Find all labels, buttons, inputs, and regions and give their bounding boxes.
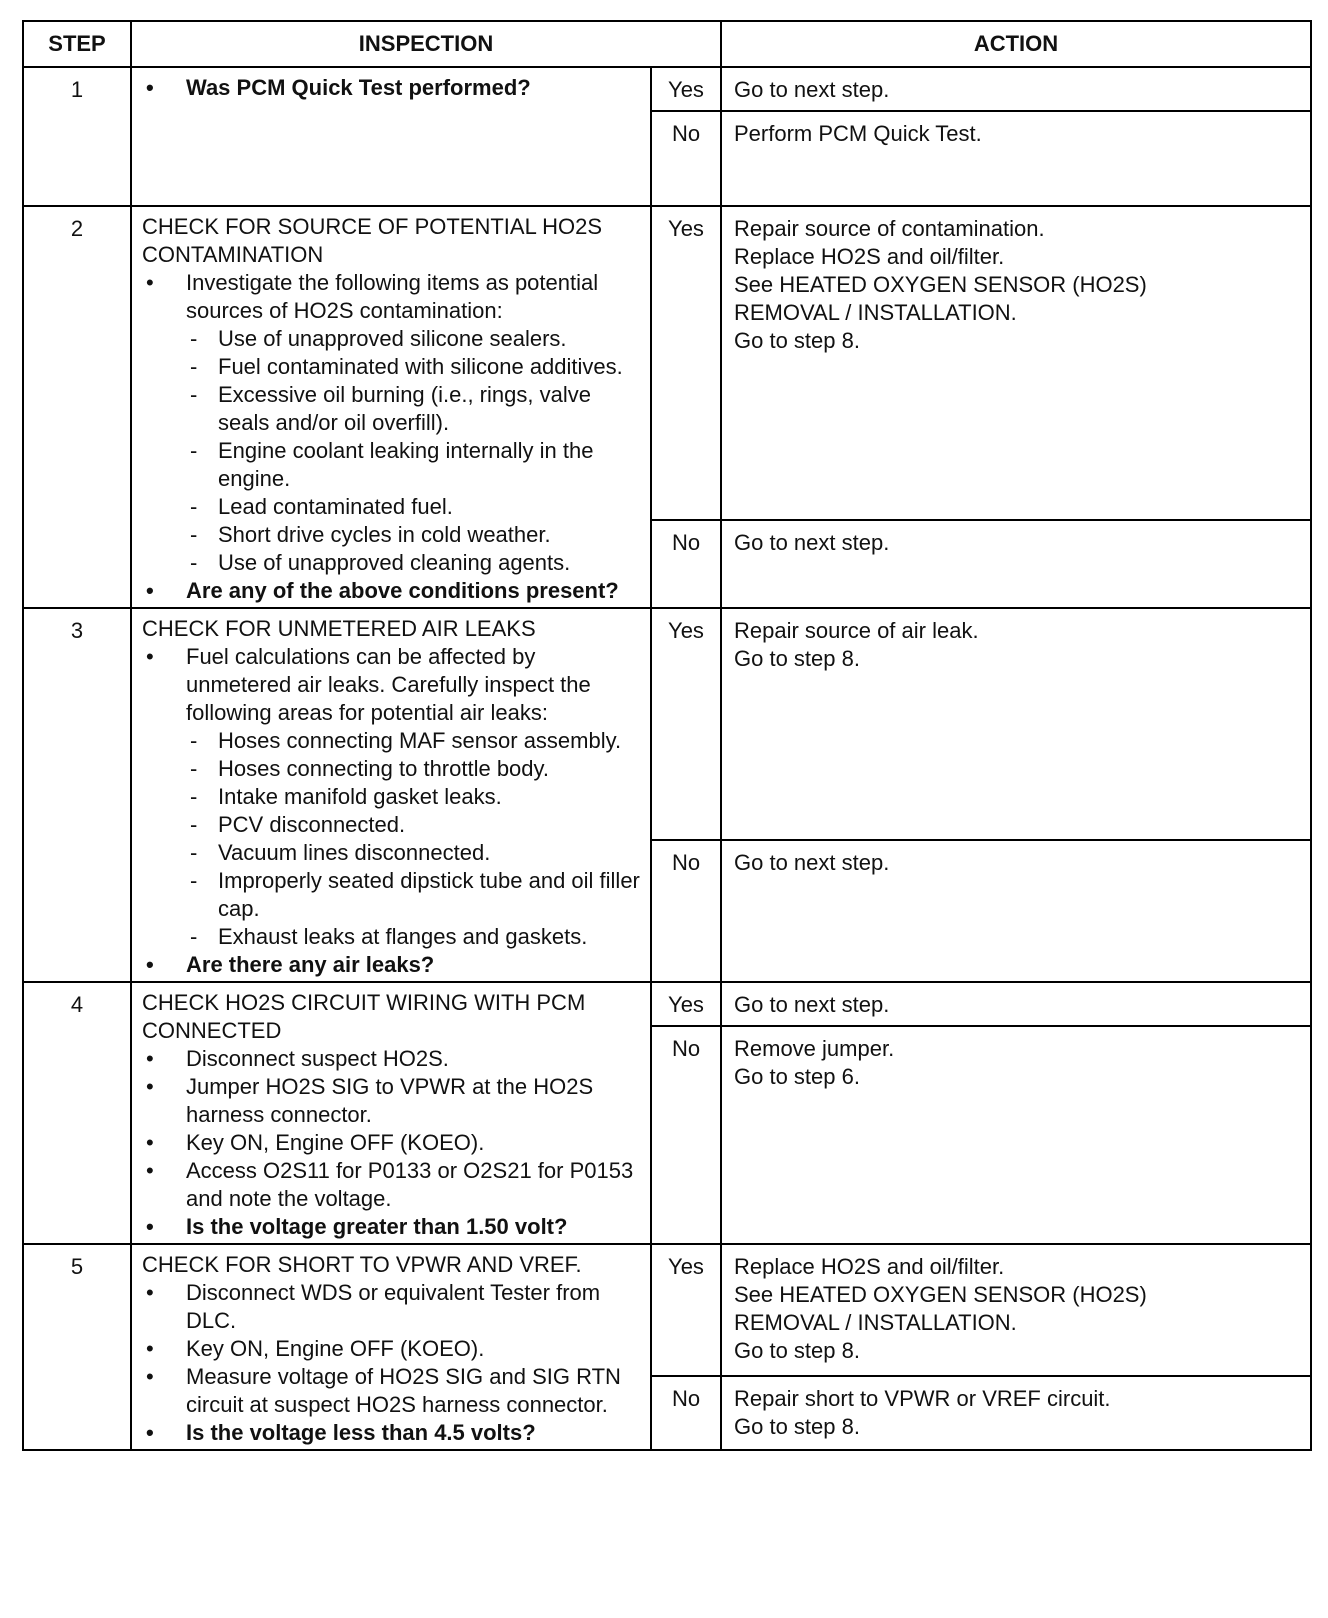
- step-bullet: • Jumper HO2S SIG to VPWR at the HO2S harness connector.: [142, 1073, 642, 1129]
- step-5-yes-row: [23, 1244, 1311, 1376]
- action-line: Remove jumper.: [734, 1036, 895, 1061]
- action-line: Repair source of air leak.: [734, 618, 979, 643]
- yes-label: Yes: [651, 1244, 721, 1376]
- list-item: - Hoses connecting MAF sensor assembly.: [142, 727, 642, 755]
- action-line: Go to next step.: [734, 529, 890, 555]
- action-line: Go to step 6.: [734, 1064, 860, 1089]
- list-item: - Intake manifold gasket leaks.: [142, 783, 642, 811]
- action-line: Go to step 8.: [734, 1338, 860, 1363]
- step-1-yes-row: [23, 67, 1311, 111]
- action-line: REMOVAL / INSTALLATION.: [734, 1310, 1017, 1335]
- diagnostic-table-page: [22, 20, 1312, 1451]
- step-3-inspection: [131, 608, 651, 982]
- no-label: No: [651, 1026, 721, 1244]
- step-number: 3: [23, 608, 131, 982]
- step-2-yes-action: [721, 206, 1311, 520]
- step-number: 1: [23, 67, 131, 206]
- no-label: No: [651, 520, 721, 608]
- step-4-yes-action: [721, 982, 1311, 1026]
- step-2-inspection: [131, 206, 651, 608]
- header-row: [23, 21, 1311, 67]
- list-item: - Use of unapproved silicone sealers.: [142, 325, 642, 353]
- step-bullet: • Investigate the following items as potential sources of HO2S contamination:: [142, 269, 642, 325]
- step-number: 5: [23, 1244, 131, 1450]
- step-bullet: • Key ON, Engine OFF (KOEO).: [142, 1129, 642, 1157]
- step-1-yes-action: [721, 67, 1311, 111]
- step-3-yes-row: [23, 608, 1311, 840]
- action-line: Go to next step.: [734, 992, 890, 1017]
- list-item: - Engine coolant leaking internally in the engine.: [142, 437, 642, 493]
- header-step: STEP: [23, 21, 131, 67]
- yes-label: Yes: [651, 982, 721, 1026]
- step-5-inspection: [131, 1244, 651, 1450]
- step-title: CHECK HO2S CIRCUIT WIRING WITH PCM CONNECTED: [142, 990, 586, 1043]
- list-item: - Fuel contaminated with silicone additives.: [142, 353, 642, 381]
- yes-label: Yes: [651, 206, 721, 520]
- action-line: Go to step 8.: [734, 1413, 860, 1439]
- action-line: See HEATED OXYGEN SENSOR (HO2S): [734, 272, 1147, 297]
- yes-label: Yes: [651, 608, 721, 840]
- list-item: - Hoses connecting to throttle body.: [142, 755, 642, 783]
- step-2-no-action: [721, 520, 1311, 608]
- step-5-no-action: [721, 1376, 1311, 1450]
- no-label: No: [651, 111, 721, 206]
- step-3-yes-action: [721, 608, 1311, 840]
- step-bullet: • Disconnect WDS or equivalent Tester from DLC.: [142, 1279, 642, 1335]
- step-question: • Was PCM Quick Test performed?: [142, 74, 642, 102]
- no-label: No: [651, 1376, 721, 1450]
- yes-label: Yes: [651, 67, 721, 111]
- step-4-inspection: [131, 982, 651, 1244]
- step-question: • Are any of the above conditions present?: [142, 577, 642, 605]
- step-4-no-action: [721, 1026, 1311, 1244]
- diagnostic-table: [22, 20, 1312, 1451]
- action-line: Repair short to VPWR or VREF circuit.: [734, 1385, 1111, 1411]
- step-5-yes-action: [721, 1244, 1311, 1376]
- header-inspection: INSPECTION: [131, 21, 721, 67]
- step-bullet: • Access O2S11 for P0133 or O2S21 for P0153 and note the voltage.: [142, 1157, 642, 1213]
- step-4-yes-row: [23, 982, 1311, 1026]
- step-question: • Is the voltage greater than 1.50 volt?: [142, 1213, 642, 1241]
- step-title: CHECK FOR SHORT TO VPWR AND VREF.: [142, 1252, 582, 1277]
- header-action: ACTION: [721, 21, 1311, 67]
- action-line: Go to next step.: [734, 850, 890, 876]
- step-bullet: • Key ON, Engine OFF (KOEO).: [142, 1335, 642, 1363]
- step-number: 4: [23, 982, 131, 1244]
- step-title: CHECK FOR SOURCE OF POTENTIAL HO2S CONTAMINATION: [142, 214, 603, 267]
- action-line: Replace HO2S and oil/filter.: [734, 1254, 1005, 1279]
- step-question: • Are there any air leaks?: [142, 951, 642, 979]
- list-item: - Vacuum lines disconnected.: [142, 839, 642, 867]
- action-line: Go to next step.: [734, 77, 890, 102]
- step-2-yes-row: [23, 206, 1311, 520]
- step-bullet: • Fuel calculations can be affected by unmetered air leaks. Carefully inspect the following areas for potential air leaks:: [142, 643, 642, 727]
- action-line: Replace HO2S and oil/filter.: [734, 244, 1005, 269]
- action-line: Go to step 8.: [734, 328, 860, 353]
- list-item: - Excessive oil burning (i.e., rings, valve seals and/or oil overfill).: [142, 381, 642, 437]
- list-item: - PCV disconnected.: [142, 811, 642, 839]
- action-line: See HEATED OXYGEN SENSOR (HO2S): [734, 1282, 1147, 1307]
- step-3-no-action: [721, 840, 1311, 982]
- step-title: CHECK FOR UNMETERED AIR LEAKS: [142, 616, 536, 641]
- step-1-inspection: [131, 67, 651, 206]
- step-question: • Is the voltage less than 4.5 volts?: [142, 1419, 642, 1447]
- list-item: - Improperly seated dipstick tube and oil filler cap.: [142, 867, 642, 923]
- step-1-no-action: [721, 111, 1311, 206]
- no-label: No: [651, 840, 721, 982]
- list-item: - Short drive cycles in cold weather.: [142, 521, 642, 549]
- list-item: - Lead contaminated fuel.: [142, 493, 642, 521]
- step-number: 2: [23, 206, 131, 608]
- action-line: Perform PCM Quick Test.: [734, 121, 982, 146]
- action-line: REMOVAL / INSTALLATION.: [734, 300, 1017, 325]
- step-bullet: • Measure voltage of HO2S SIG and SIG RTN circuit at suspect HO2S harness connector.: [142, 1363, 642, 1419]
- action-line: Repair source of contamination.: [734, 216, 1045, 241]
- list-item: - Use of unapproved cleaning agents.: [142, 549, 642, 577]
- action-line: Go to step 8.: [734, 646, 860, 671]
- step-bullet: • Disconnect suspect HO2S.: [142, 1045, 642, 1073]
- list-item: - Exhaust leaks at flanges and gaskets.: [142, 923, 642, 951]
